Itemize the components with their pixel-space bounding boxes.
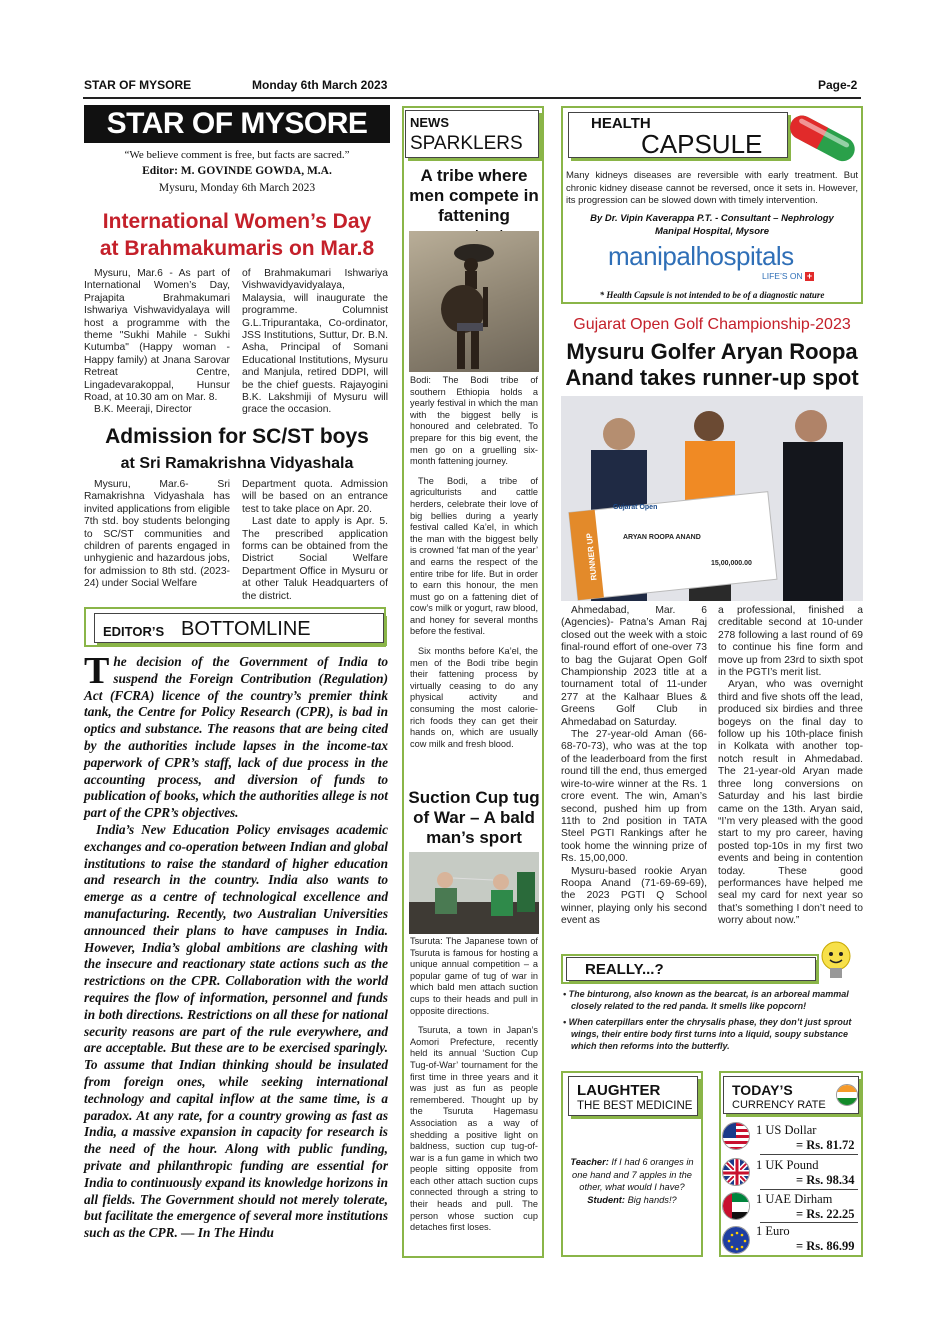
story-1-para-1: Bodi: The Bodi tribe of southern Ethiopia holds a yearly festival in which the man with the biggest belly is honoured and celebrated. To prepare for this big event, the men go on a gruelling six-month fattening journey. bbox=[410, 375, 538, 467]
health-byline-1: By Dr. Vipin Kaverappa P.T. - Consultant – Nephrology bbox=[590, 213, 834, 224]
womens-day-para-2: B.K. Meeraji, Director bbox=[94, 404, 192, 416]
currency-name-usd: 1 US Dollar bbox=[756, 1123, 817, 1137]
story-2-para-1: Tsuruta: The Japanese town of Tsuruta is famous for hosting a unique annual competition – a popular game of tug of war in which bald men attach suction cups to their heads and pull in opposite directions. bbox=[410, 936, 538, 1016]
editorial-tag-rest: BOTTOMLINE bbox=[181, 618, 311, 640]
womens-day-para-3: of Brahmakumari Ishwariya Vishwavidyavidyalaya, Malaysia, will inaugurate the programme. Columnist G.L.Tripurantaka, Co-ordinator, JSS Institutions, Suttur, Dr. B.N. Asha, Principal of Somani Educational Institutions, Mysuru and Manjula, retired DDPI, will be the chief guests. Rajayogini B.K. Lakshmiji of Mysuru will grace the occasion. bbox=[242, 268, 388, 416]
divider bbox=[760, 1222, 858, 1223]
laughter-joke bbox=[566, 1156, 698, 1206]
lightbulb-icon bbox=[816, 938, 856, 984]
story-2-title: Suction Cup tug of War – A bald man’s sport bbox=[408, 788, 540, 847]
story-1-text bbox=[410, 375, 538, 758]
editorial-body bbox=[84, 650, 388, 1242]
editorial-dropcap: T bbox=[84, 650, 110, 692]
manipal-tagline-text: LIFE’S ON bbox=[762, 271, 803, 281]
capsule-pill-icon bbox=[782, 112, 864, 162]
admission-para-2: Department quota. Admission will be based on an entrance test to take place on Apr. 20. bbox=[242, 479, 388, 515]
laughter-tag-bold: LAUGHTER bbox=[577, 1082, 661, 1099]
golf-para-5: Aryan, who was overnight third and five shots off the lead, produced six birdies and three bogeys on the final day to follow up his 10th-place finish in Kolkata with another top-notch result in Ahmedabad. The 21-year-old Aryan made three long conversions on Saturday and his last birdie came on the 13th. Aryan said, “I’m very pleased with the good start to my pro career, having posted top-10s in my first two events and being in contention today. These good performances have helped me seal my card for next year so that’s something I don’t need to worry about now.” bbox=[718, 679, 863, 927]
story-2-text bbox=[410, 936, 538, 1242]
golf-headline: Mysuru Golfer Aryan Roopa Anand takes runner-up spot bbox=[565, 339, 859, 390]
divider bbox=[760, 1189, 858, 1190]
uae-flag-icon bbox=[722, 1192, 750, 1220]
student-text: Big hands!? bbox=[627, 1194, 677, 1205]
laughter-tag-rest: THE BEST MEDICINE bbox=[577, 1100, 693, 1112]
editorial-para-1: he decision of the Government of India to suspend the Foreign Contribution (Regulation) Act (FCRA) licence of the country’s premier think tank, the Centre for Policy Research (CPR), is bad in optics and substance. The reasons that are being cited by the authorities include lapses in the income-tax paperwork of CPR’s staff, lack of due process in the accounting process, and diversion of funds to publication of books, which the authorities allege is not part of the CPR’s objectives. bbox=[84, 654, 388, 821]
really-item: • The binturong, also known as the bearcat, is an arboreal mammal closely related to the red panda. It smells like popcorn! bbox=[563, 989, 849, 1011]
currency-rate-gbp: = Rs. 98.34 bbox=[796, 1173, 855, 1187]
health-text: Many kidneys diseases are reversible with early treatment. But chronic kidney disease cannot be reversed, once it sets in. However, its progression can be slowed down with timely intervention. bbox=[566, 170, 858, 206]
golf-kicker: Gujarat Open Golf Championship-2023 bbox=[573, 316, 851, 333]
laughter-tag bbox=[568, 1076, 698, 1116]
manipal-logo-b: hospitals bbox=[695, 241, 794, 271]
currency-tag-rest: CURRENCY RATE bbox=[732, 1099, 826, 1111]
us-flag-icon bbox=[722, 1122, 750, 1150]
admission-para-1: Mysuru, Mar.6- Sri Ramakrishna Vidyashala has invited applications from eligible 7th std. boy students belonging to SC/ST communities and children of parents engaged in unhygienic and hazardous jobs, for admission to 8th std. (2023-24) under Social Welfare bbox=[84, 479, 230, 590]
womens-day-col-1 bbox=[84, 268, 230, 417]
admission-headline-1: Admission for SC/ST boys bbox=[105, 425, 369, 448]
golf-para-3: Mysuru-based rookie Aryan Roopa Anand (71-69-69-69), the 2023 PGTI Q School winner, playing only his second event as bbox=[561, 865, 707, 927]
cheque-brand: Gujarat Open bbox=[613, 504, 658, 511]
tug-of-war-photo bbox=[409, 852, 539, 934]
health-tag-rest: CAPSULE bbox=[641, 129, 763, 159]
cheque-name: ARYAN ROOPA ANAND bbox=[623, 534, 701, 541]
really-tag bbox=[566, 957, 816, 981]
uk-flag-icon bbox=[722, 1158, 750, 1186]
currency-rate-usd: = Rs. 81.72 bbox=[796, 1138, 855, 1152]
story-2-para-2: Tsuruta, a town in Japan’s Aomori Prefecture, recently held its annual ‘Suction Cup Tug-of-War’ tournament for the first time in three years and it was just as fun as people remembered. Thought up by the Tsuruta Hagemasu Association as a way of shedding a positive light on baldness, suction cup tug-of-war is a fun game in which two people sitting opposite from each other attach suction cups connected through a string to their heads and pull. The person whose suction cup detaches first loses. bbox=[410, 1025, 538, 1233]
health-capsule-tag bbox=[568, 112, 788, 158]
header-date: Monday 6th March 2023 bbox=[252, 78, 388, 92]
health-byline-2: Manipal Hospital, Mysore bbox=[654, 226, 770, 237]
currency-rate-aed: = Rs. 22.25 bbox=[796, 1207, 855, 1221]
health-disclaimer: * Health Capsule is not intended to be of a diagnostic nature bbox=[599, 290, 825, 300]
womens-day-headline-2: at Brahmakumaris on Mar.8 bbox=[99, 237, 375, 260]
admission-para-3: Last date to apply is Apr. 5. The prescribed application forms can be obtained from the District Social Welfare Department Office in Mysuru or at other Taluk Headquarters of the district. bbox=[242, 516, 388, 602]
story-1-title: A tribe where men compete in fattening bbox=[409, 166, 539, 225]
really-item-text-2: When caterpillars enter the chrysalis phase, they don’t just sprout wings, their entire body first turns into a liquid, soupy substance which then reforms into the butterfly. bbox=[568, 1017, 852, 1051]
currency-rate-eur: = Rs. 86.99 bbox=[796, 1239, 855, 1253]
teacher-label: Teacher: bbox=[570, 1157, 609, 1167]
editorial-para-2: India’s New Education Policy envisages academic exchanges and co-operation between Indian and global institutions to raise the standard of higher education and research in the country. India also wants to emerge as a centre of technological excellence and manufacturing. Recently, two Australian Universities announced their plans to have campuses in India. However, India’s global ambitions are clashing with the insecure and reactionary state actions such as the restrictions on the CPR. Collaboration with the world requires the flow of information, personnel and funds in both directions. Restrictions on all these for national security reasons are part of the rule everywhere, and are acceptable. But these are to be exercised sparingly. To assume that Indian thinking should be insulated from foreign ones, while seeking international technology and capital inflow at the same time, is a paradox. At any rate, for a country growing as fast as India, a massive expansion in capacity for research is the need of the hour. Along with public funding, private and philanthropic funding are essential for India to continuously expand its knowledge horizons in all fields. The Government should not merely tolerate, but facilitate the emergence of several more institutions such as the CPR. — In The Hindu bbox=[84, 821, 388, 1241]
editorial-tag-bold: EDITOR’S bbox=[103, 624, 165, 639]
editorial-tag bbox=[94, 613, 384, 643]
news-sparklers-tag-bold: NEWS bbox=[410, 115, 449, 130]
manipal-logo-a: manipal bbox=[608, 241, 696, 271]
womens-day-headline-1: International Women’s Day bbox=[102, 210, 372, 233]
currency-tag-bold: TODAY’S bbox=[732, 1082, 793, 1098]
womens-day-para-1: Mysuru, Mar.6 - As part of International Women’s Day, Prajapita Brahmakumari Ishwariya Vishwavidyalaya will host a programme with the theme "Sukhi Mahile - Sukhi Kutumba" (Happy woman - Happy family) at Jnana Sarovar Retreat Centre, Lingadevarakoppal, Hunsur Road, at 10.30 am on Mar. 8. bbox=[84, 268, 230, 404]
currency-name-eur: 1 Euro bbox=[756, 1224, 790, 1238]
cheque-amount: 15,00,000.00 bbox=[711, 560, 752, 567]
golf-para-4: a professional, finished a creditable second at 10-under 278 following a last round of 69 to continue his fine form and move up from 23rd to sixth spot in the PGTI’s merit list. bbox=[718, 605, 863, 679]
health-tag-bold: HEALTH bbox=[591, 115, 651, 132]
story-1-para-3: Six months before Ka’el, the men of the Bodi tribe begin their fattening process by virtually ceasing to do any physical activity and consuming the most calorie-rich foods they can get their hands on, which are usually cow milk and fresh blood. bbox=[410, 646, 538, 749]
bodi-tribe-photo bbox=[409, 231, 539, 372]
news-sparklers-tag bbox=[405, 110, 539, 158]
admission-col-1 bbox=[84, 479, 230, 591]
plus-icon: + bbox=[806, 271, 813, 281]
eu-flag-icon bbox=[722, 1226, 750, 1254]
cheque-banner: RUNNER UP bbox=[584, 532, 599, 581]
story-1-para-2: The Bodi, a tribe of agriculturists and cattle herders, celebrate their love of big bellies during a yearly festival called Ka’el, in which the man with the biggest belly is crowned ‘fat man of the year’ and earns the respect of the entire tribe for life. But in order to earn this honour, the men must go on a fattening diet of cow’s milk or yogurt, raw blood, and honey for several months before the festival. bbox=[410, 475, 538, 637]
currency-name-gbp: 1 UK Pound bbox=[756, 1158, 819, 1172]
header-page: Page-2 bbox=[818, 78, 858, 92]
news-sparklers-tag-rest: SPARKLERS bbox=[410, 133, 523, 154]
golf-para-2: The 27-year-old Aman (66-68-70-73), who was at the top of the leaderboard from the first round till the end, thus emerged wire-to-wire winner at the Rs. 1 crore event. The win, Aman’s second, pushed him up from 11th to 2nd position in TATA Steel PGTI Rankings after he took home the winning prize of Rs. 15,00,000. bbox=[561, 729, 707, 865]
really-item-text-1: The binturong, also known as the bearcat, is an arboreal mammal closely related to the red panda. It smells like popcorn! bbox=[568, 989, 849, 1011]
student-label: Student: bbox=[587, 1194, 625, 1205]
masthead-motto: “We believe comment is free, but facts are sacred.” bbox=[124, 149, 350, 161]
really-item: • When caterpillars enter the chrysalis phase, they don’t just sprout wings, their entire body first turns into a liquid, soupy substance which then reforms into the butterfly. bbox=[563, 1017, 852, 1051]
masthead-editor: Editor: M. GOVINDE GOWDA, M.A. bbox=[142, 165, 332, 177]
golf-para-1: Ahmedabad, Mar. 6 (Agencies)- Patna’s Aman Raj closed out the week with a stoic final-round effort of one-over 73 to bag the Gujarat Open Golf Championship 2023 title at a tournament total of 11-under 277 at the Kalhaar Blues & Greens Golf Club in Ahmedabad on Saturday. bbox=[561, 605, 707, 728]
admission-headline-2: at Sri Ramakrishna Vidyashala bbox=[120, 455, 354, 472]
golf-col-2 bbox=[718, 605, 863, 928]
masthead-title: STAR OF MYSORE bbox=[84, 105, 390, 143]
currency-name-aed: 1 UAE Dirham bbox=[756, 1192, 833, 1206]
golf-photo bbox=[561, 396, 863, 601]
manipal-tagline bbox=[762, 271, 814, 281]
teacher-text: If I had 6 oranges in one hand and 7 apples in the other, what would I have? bbox=[572, 1157, 694, 1193]
really-list bbox=[561, 988, 863, 1052]
admission-col-2 bbox=[242, 479, 388, 603]
currency-tag bbox=[723, 1076, 859, 1114]
divider bbox=[760, 1154, 858, 1155]
india-flag-icon bbox=[836, 1084, 858, 1106]
header-paper: STAR OF MYSORE bbox=[84, 78, 192, 92]
manipal-logo bbox=[608, 241, 794, 272]
womens-day-col-2 bbox=[242, 268, 388, 417]
really-tag-text: REALLY...? bbox=[585, 961, 664, 978]
header-rule bbox=[83, 97, 861, 99]
golf-col-1 bbox=[561, 605, 707, 928]
masthead-dateline: Mysuru, Monday 6th March 2023 bbox=[158, 182, 316, 194]
